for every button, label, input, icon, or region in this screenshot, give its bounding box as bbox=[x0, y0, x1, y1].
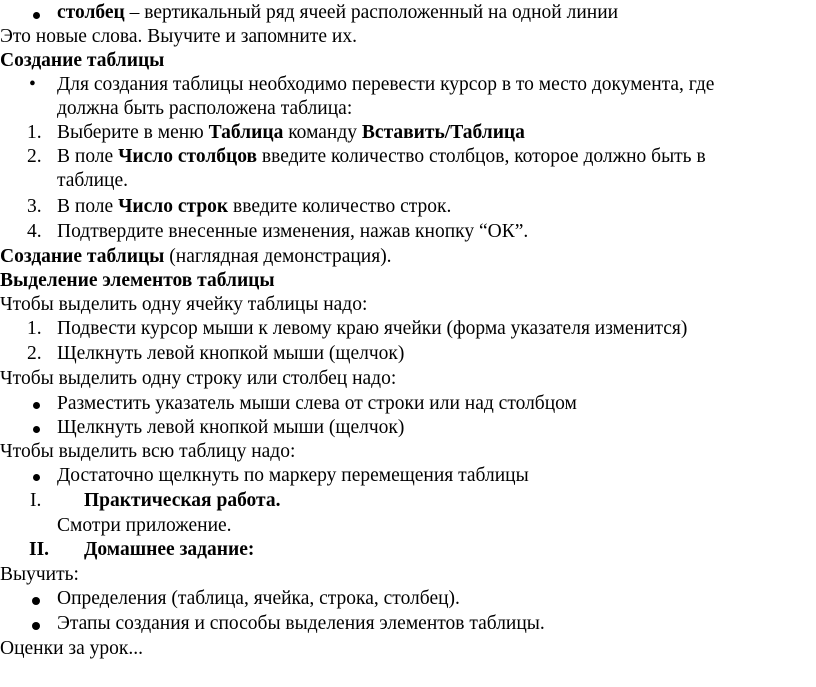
roman-marker: I. bbox=[30, 490, 42, 511]
list-item-text: В поле Число строк введите количество строк. bbox=[57, 196, 452, 217]
list-item-text: таблице. bbox=[57, 170, 128, 191]
list-item-text: Подвести курсор мыши к левому краю ячейки (форма указателя изменится) bbox=[57, 318, 688, 339]
section-practical-work: Практическая работа. bbox=[84, 490, 281, 511]
paragraph-demo: Создание таблицы (наглядная демонстрация). bbox=[0, 246, 392, 267]
paragraph: Выучить: bbox=[0, 564, 79, 585]
bullet-icon bbox=[33, 12, 40, 19]
list-item-text: Разместить указатель мыши слева от строки или над столбцом bbox=[57, 393, 577, 414]
bullet-icon bbox=[33, 474, 40, 481]
bullet-icon: • bbox=[29, 74, 36, 95]
heading-create-table: Создание таблицы bbox=[0, 50, 165, 71]
paragraph: Чтобы выделить всю таблицу надо: bbox=[0, 441, 296, 462]
list-item-text: Для создания таблицы необходимо перевести курсор в то место документа, где bbox=[57, 74, 715, 95]
section-homework: Домашнее задание: bbox=[84, 539, 255, 560]
list-item-text: В поле Число столбцов введите количество столбцов, которое должно быть в bbox=[57, 146, 706, 167]
bullet-icon bbox=[33, 402, 40, 409]
list-marker: 2. bbox=[27, 146, 42, 167]
paragraph-grades: Оценки за урок... bbox=[0, 638, 143, 659]
list-item-text: Щелкнуть левой кнопкой мыши (щелчок) bbox=[57, 343, 405, 364]
list-item-text: Этапы создания и способы выделения элементов таблицы. bbox=[57, 613, 545, 634]
term: столбец bbox=[57, 2, 125, 23]
bullet-icon bbox=[32, 622, 40, 630]
list-marker: 2. bbox=[27, 343, 42, 364]
list-marker: 3. bbox=[27, 196, 42, 217]
paragraph: Смотри приложение. bbox=[57, 515, 232, 536]
paragraph-new-words: Это новые слова. Выучите и запомните их. bbox=[0, 26, 357, 47]
list-marker: 4. bbox=[27, 221, 42, 242]
term-text: – вертикальный ряд ячеей расположенный на одной линии bbox=[124, 2, 619, 23]
bullet-icon bbox=[32, 597, 40, 605]
term-definition bbox=[57, 1, 618, 25]
roman-marker: II. bbox=[29, 539, 50, 560]
bullet-icon bbox=[33, 426, 40, 433]
list-item-text: Выберите в меню Таблица команду Вставить/Таблица bbox=[57, 122, 525, 143]
paragraph: Чтобы выделить одну строку или столбец надо: bbox=[0, 368, 397, 389]
list-item-text: Щелкнуть левой кнопкой мыши (щелчок) bbox=[57, 417, 405, 438]
heading-select-elements: Выделение элементов таблицы bbox=[0, 270, 275, 291]
list-item-text: Подтвердите внесенные изменения, нажав кнопку “ОК”. bbox=[57, 221, 529, 242]
list-item-text: должна быть расположена таблица: bbox=[57, 98, 353, 119]
list-marker: 1. bbox=[27, 318, 42, 339]
list-marker: 1. bbox=[27, 122, 42, 143]
list-item-text: Определения (таблица, ячейка, строка, столбец). bbox=[57, 588, 460, 609]
list-item-text: Достаточно щелкнуть по маркеру перемещения таблицы bbox=[57, 465, 529, 486]
paragraph: Чтобы выделить одну ячейку таблицы надо: bbox=[0, 294, 368, 315]
